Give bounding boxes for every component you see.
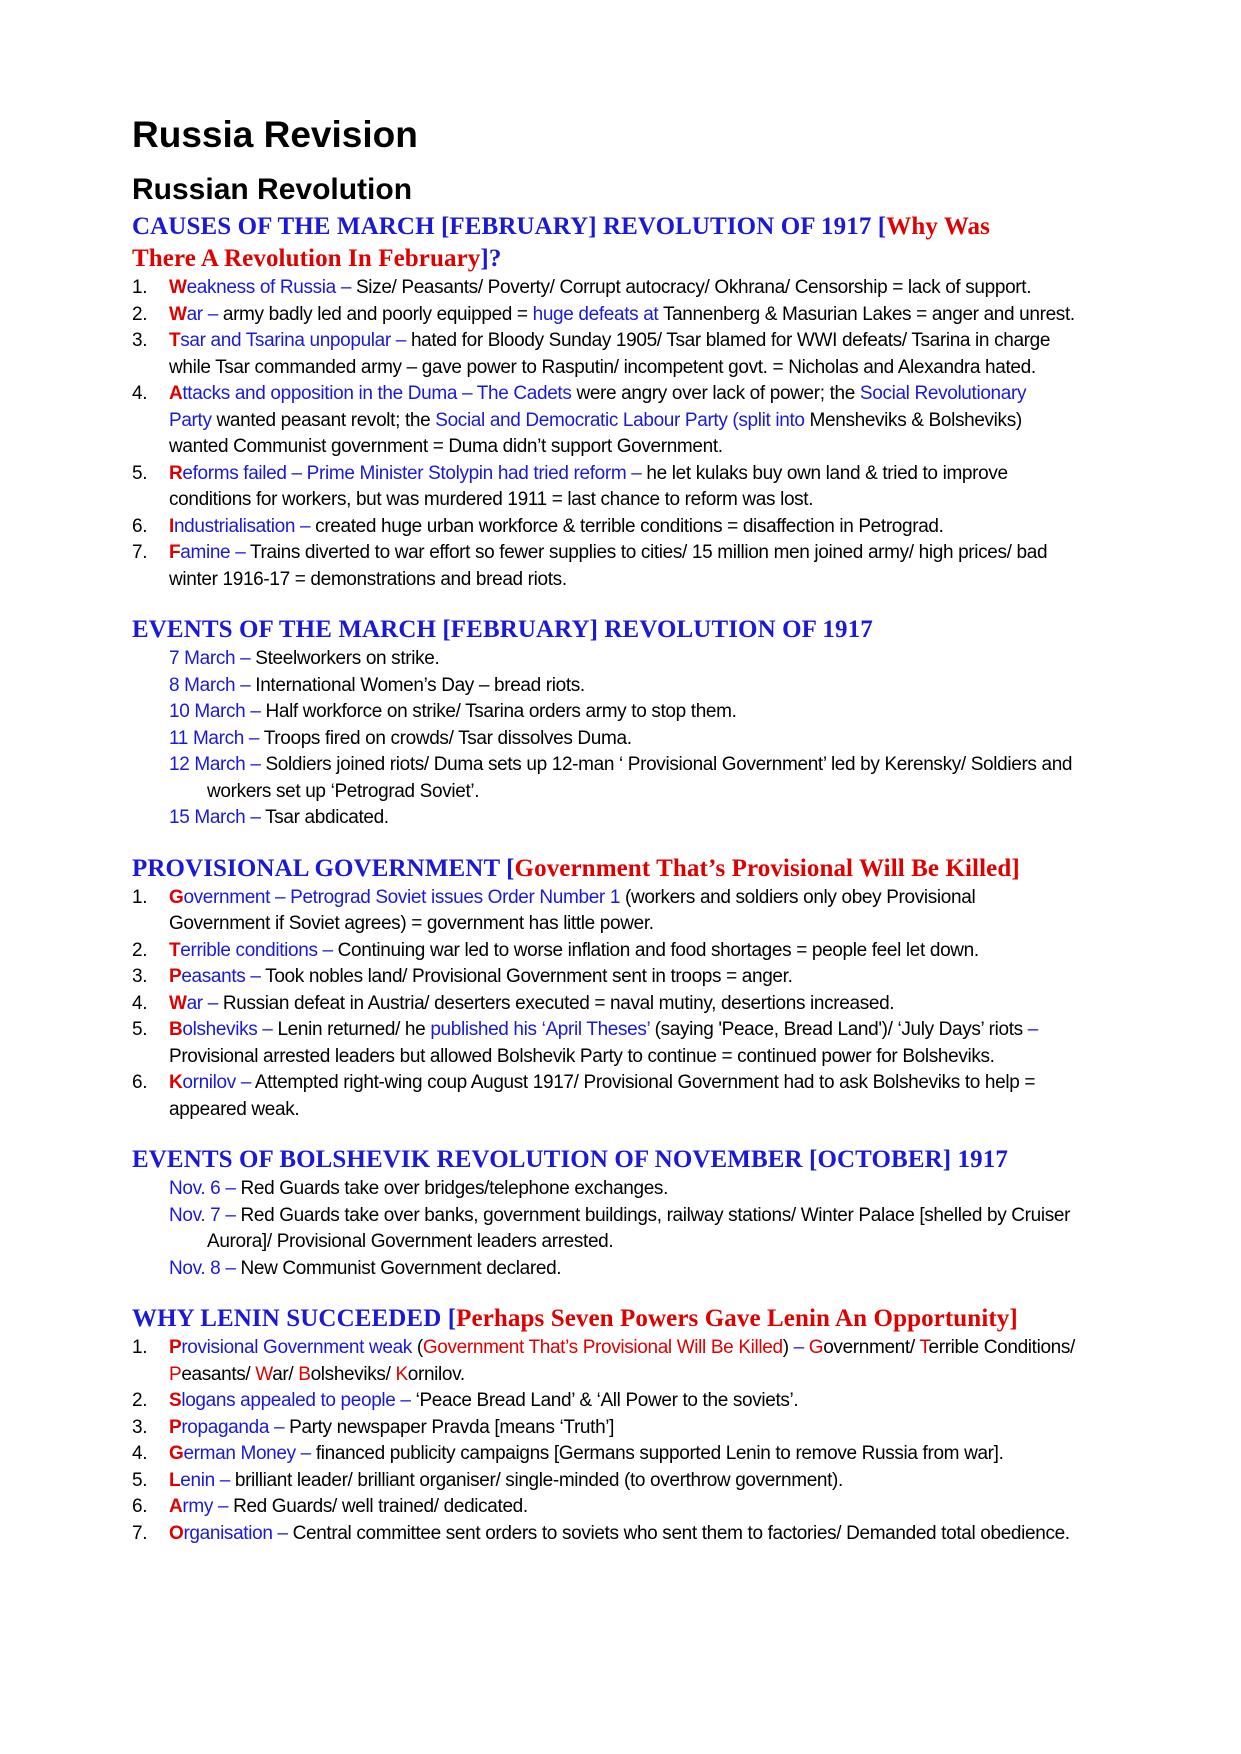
march-events-heading: EVENTS OF THE MARCH [FEBRUARY] REVOLUTION OF 1917 [132,616,873,643]
list-item: 12 March – Soldiers joined riots/ Duma sets up 12-man ‘ Provisional Government’ led by Kerensky/ Soldiers and workers set up ‘Petrograd Soviet’. [169,754,1073,802]
list-item: Nov. 8 – New Communist Government declared. [169,1257,562,1279]
lenin-heading: WHY LENIN SUCCEEDED [Perhaps Seven Powers Gave Lenin An Opportunity] [132,1305,1018,1332]
page-subtitle: Russian Revolution [132,173,413,206]
list-item: 3. Tsar and Tsarina unpopular – hated for Bloody Sunday 1905/ Tsar blamed for WWI defeats/ Tsarina in charge while Tsar commanded army – gave power to Rasputin/ incompetent govt. = Nicholas and Alexandra hated. [132,330,1051,378]
list-item: 2. Slogans appealed to people – ‘Peace Bread Land’ & ‘All Power to the soviets’. [132,1390,799,1411]
list-item: 4. War – Russian defeat in Austria/ deserters executed = naval mutiny, desertions increased. [132,992,895,1014]
list-item: 7. Organisation – Central committee sent orders to soviets who sent them to factories/ Demanded total obedience. [132,1522,1070,1544]
list-item: 7 March – Steelworkers on strike. [169,648,440,669]
provisional-list [132,885,1122,1124]
march-events-list [132,646,1122,832]
causes-heading: CAUSES OF THE MARCH [FEBRUARY] REVOLUTION OF 1917 [Why Was There A Revolution In February]? [132,213,990,272]
page-title: Russia Revision [132,114,418,155]
list-item: Nov. 6 – Red Guards take over bridges/telephone exchanges. [169,1178,669,1199]
list-item: 3. Propaganda – Party newspaper Pravda [means ‘Truth’] [132,1416,615,1438]
list-item: 1. Provisional Government weak (Government That’s Provisional Will Be Killed) – Government/ Terrible Conditions/ Peasants/ War/ Bolsheviks/ Kornilov. [132,1337,1075,1385]
list-item: 6. Kornilov – Attempted right-wing coup August 1917/ Provisional Government had to ask Bolsheviks to help = appeared weak. [132,1072,1036,1120]
causes-section [132,211,1122,593]
list-item: 5. Reforms failed – Prime Minister Stolypin had tried reform – he let kulaks buy own land & tried to improve conditions for workers, but was murdered 1911 = last chance to reform was lost. [132,462,1008,510]
bolshevik-events-list [132,1176,1122,1282]
bolshevik-events-heading: EVENTS OF BOLSHEVIK REVOLUTION OF NOVEMBER [OCTOBER] 1917 [132,1146,1008,1173]
list-item: 5. Bolsheviks – Lenin returned/ he published his ‘April Theses’ (saying 'Peace, Bread Land')/ ‘July Days’ riots – Provisional arrested leaders but allowed Bolshevik Party to continue = continued power for Bolsheviks. [132,1019,1038,1067]
list-item: 11 March – Troops fired on crowds/ Tsar dissolves Duma. [169,727,632,749]
list-item: 7. Famine – Trains diverted to war effort so fewer supplies to cities/ 15 million men joined army/ high prices/ bad winter 1916-17 = demonstrations and bread riots. [132,542,1048,590]
list-item: 3. Peasants – Took nobles land/ Provisional Government sent in troops = anger. [132,966,793,987]
list-item: Nov. 7 – Red Guards take over banks, government buildings, railway stations/ Winter Palace [shelled by Cruiser Aurora]/ Provisional Government leaders arrested. [169,1204,1071,1252]
list-item: 15 March – Tsar abdicated. [169,807,389,828]
provisional-section [132,853,1122,1124]
list-item: 1. Government – Petrograd Soviet issues Order Number 1 (workers and soldiers only obey Provisional Government if Soviet agrees) = government has little power. [132,886,976,934]
causes-list [132,275,1122,593]
list-item: 1. Weakness of Russia – Size/ Peasants/ Poverty/ Corrupt autocracy/ Okhrana/ Censorship = lack of support. [132,277,1032,298]
lenin-section [132,1303,1122,1547]
lenin-list [132,1335,1122,1547]
list-item: 4. Attacks and opposition in the Duma – The Cadets were angry over lack of power; the Social Revolutionary Party wanted peasant revolt; the Social and Democratic Labour Party (split into Mensheviks & Bolsheviks) wanted Communist government = Duma didn’t support Government. [132,383,1027,457]
march-events-section [132,614,1122,832]
list-item: 4. German Money – financed publicity campaigns [Germans supported Lenin to remove Russia from war]. [132,1443,1004,1464]
bolshevik-events-section [132,1144,1122,1282]
list-item: 2. Terrible conditions – Continuing war led to worse inflation and food shortages = people feel let down. [132,939,979,961]
list-item: 5. Lenin – brilliant leader/ brilliant organiser/ single-minded (to overthrow government). [132,1469,843,1491]
list-item: 6. Industrialisation – created huge urban workforce & terrible conditions = disaffection in Petrograd. [132,515,944,537]
document-page [132,110,1122,1547]
list-item: 10 March – Half workforce on strike/ Tsarina orders army to stop them. [169,701,737,722]
list-item: 2. War – army badly led and poorly equipped = huge defeats at Tannenberg & Masurian Lakes = anger and unrest. [132,303,1075,325]
list-item: 8 March – International Women’s Day – bread riots. [169,674,585,696]
provisional-heading: PROVISIONAL GOVERNMENT [Government That’s Provisional Will Be Killed] [132,854,1020,882]
list-item: 6. Army – Red Guards/ well trained/ dedicated. [132,1496,528,1517]
